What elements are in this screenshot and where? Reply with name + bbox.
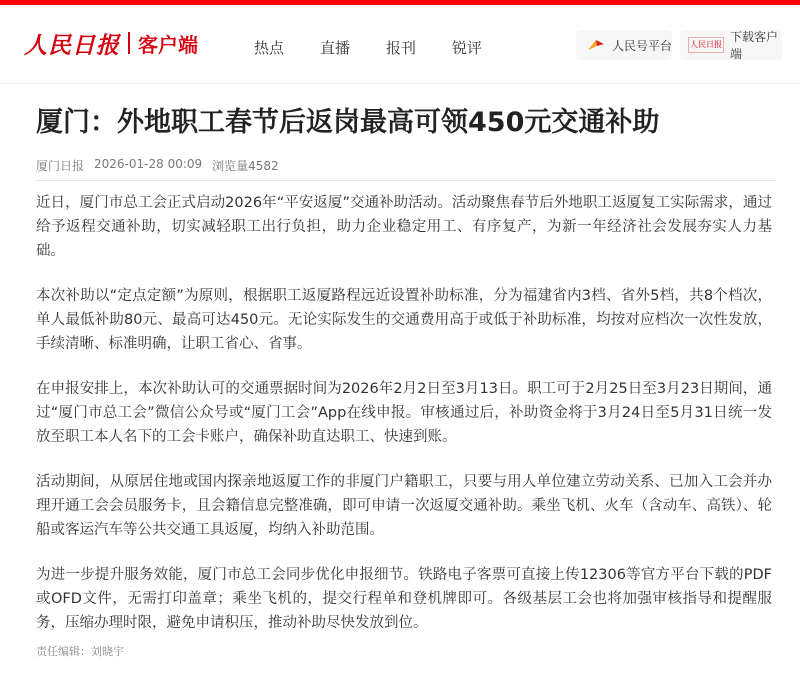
article-title: 厦门：外地职工春节后返岗最高可领450元交通补助: [36, 107, 660, 138]
download-app-label: 下载客户端: [730, 30, 779, 61]
article-paragraph: 为进一步提升服务效能，厦门市总工会同步优化申报细节。铁路电子客票可直接上传12306等官方平台下载的PDF或OFD文件，无需打印盖章；乘坐飞机的，提交行程单和登机牌即可。各级基层工会也将加强审核指导和提醒服务，压缩办理时限，避免申请积压，推动补助尽快发放到位。: [36, 567, 772, 631]
article-paragraph: 近日，厦门市总工会正式启动2026年“平安返厦”交通补助活动。活动聚焦春节后外地职工返厦复工实际需求，通过给予返程交通补助，切实减轻职工出行负担，助力企业稳定用工、有序复产，为新一年经济社会发展夯实人力基础。: [36, 195, 772, 259]
nav-item-newspaper[interactable]: 报刊: [386, 39, 417, 57]
article-paragraph: 本次补助以“定点定额”为原则，根据职工返厦路程远近设置补助标准，分为福建省内3档、省外5档，共8个档次，单人最低补助80元、最高可达450元。无论实际发生的交通费用高于或低于补助标准，均按对应档次一次性发放，手续清晰、标准明确，让职工省心、省事。: [36, 288, 772, 352]
meta-divider: [36, 180, 776, 181]
article-body: [36, 191, 772, 656]
main-nav: [254, 37, 518, 58]
article-paragraph: 在申报安排上，本次补助认可的交通票据时间为2026年2月2日至3月13日。职工可于2月25日至3月23日期间，通过“厦门市总工会”微信公众号或“厦门工会”App在线申报。审核通过后，补助资金将于3月24日至5月31日统一发放至职工本人名下的工会卡账户，确保补助直达职工、快速到账。: [36, 381, 772, 445]
flag-icon: [586, 37, 606, 53]
nav-item-live[interactable]: 直播: [320, 39, 351, 57]
article-paragraph: 活动期间，从原居住地或国内探亲地返厦工作的非厦门户籍职工，只要与用人单位建立劳动关系、已加入工会并办理开通工会会员服务卡，且会籍信息完整准确，即可申请一次返厦交通补助。乘坐飞机、火车（含动车、高铁）、轮船或客运汽车等公共交通工具返厦，均纳入补助范围。: [36, 474, 772, 538]
logo-wordmark: 人民日报: [24, 31, 120, 59]
site-logo[interactable]: [24, 27, 198, 59]
logo-subtitle: 客户端: [138, 32, 198, 57]
nav-item-hot[interactable]: 热点: [254, 39, 285, 57]
people-platform-label: 人民号平台: [612, 38, 673, 53]
download-app-button[interactable]: [680, 30, 782, 60]
logo-divider: [128, 32, 130, 54]
app-logo-icon: 人民日报: [688, 37, 724, 53]
article-meta: [36, 157, 279, 174]
article-source: 厦门日报: [36, 159, 85, 173]
article-views: 浏览量4582: [212, 159, 279, 173]
people-platform-button[interactable]: [576, 30, 672, 60]
site-header: [0, 5, 800, 84]
nav-item-commentary[interactable]: 锐评: [452, 39, 483, 57]
article-editor: 责任编辑：刘晓宇: [36, 645, 124, 658]
article-datetime: 2026-01-28 00:09: [94, 157, 203, 171]
